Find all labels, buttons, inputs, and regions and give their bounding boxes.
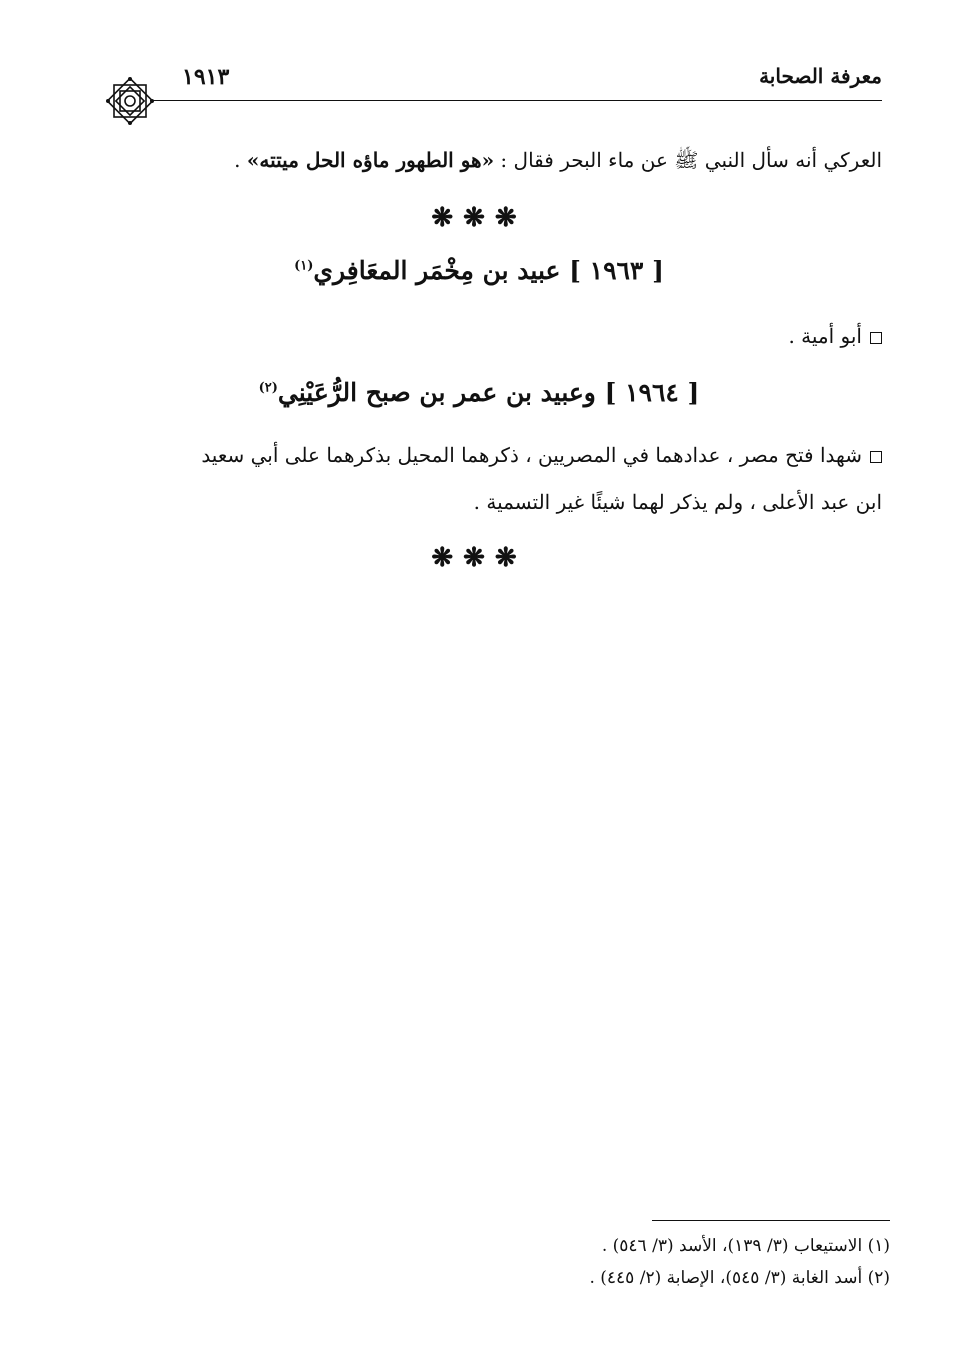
footnote-ref: (٢) [258, 380, 278, 396]
entry-text: ابن عبد الأعلى ، ولم يذكر لهما شيئًا غير التسمية . [473, 490, 882, 514]
entry-text: شهدا فتح مصر ، عدادهما في المصريين ، ذكرهما المحيل بذكرهما على أبي سعيد [201, 443, 862, 467]
entry-1964-line-1 [201, 443, 882, 467]
entry-heading-1964 [0, 378, 958, 407]
footnote-2: (٢) أسد الغابة (٣/ ٥٤٥)، الإصابة (٢/ ٤٤٥) . [589, 1268, 890, 1288]
footnote-rule [652, 1220, 890, 1221]
entry-1963-line [788, 324, 882, 348]
square-bullet-icon [870, 451, 882, 463]
entry-text: أبو أمية . [788, 324, 862, 348]
page-number: ١٩١٣ [182, 64, 230, 90]
intro-line [234, 148, 882, 177]
hadith-quote: «هو الطهور ماؤه الحل ميتته» [246, 148, 495, 172]
intro-suffix: . [234, 148, 247, 172]
entry-heading-text: [ ١٩٦٣ ] عبيد بن مِخْمَر المعَافِري [313, 256, 664, 285]
running-title: معرفة الصحابة [759, 64, 882, 88]
intro-prefix: العركي أنه سأل النبي ﷺ عن ماء البحر فقال : [494, 148, 882, 172]
footnote-ref: (١) [294, 258, 314, 274]
entry-heading-text: [ ١٩٦٤ ] وعبيد بن عمر بن صبح الرُّعَيْنِي [277, 378, 700, 407]
entry-heading-1963 [0, 256, 958, 285]
footnote-1: (١) الاستيعاب (٣/ ١٣٩)، الأسد (٣/ ٥٤٦) . [601, 1236, 890, 1256]
entry-1964-line-2 [474, 490, 882, 514]
octagonal-star-ornament-icon [104, 75, 156, 127]
header-rule [150, 100, 882, 101]
square-bullet-icon [870, 332, 882, 344]
section-separator: ❋❋❋ [431, 543, 527, 573]
section-separator: ❋❋❋ [431, 203, 527, 233]
